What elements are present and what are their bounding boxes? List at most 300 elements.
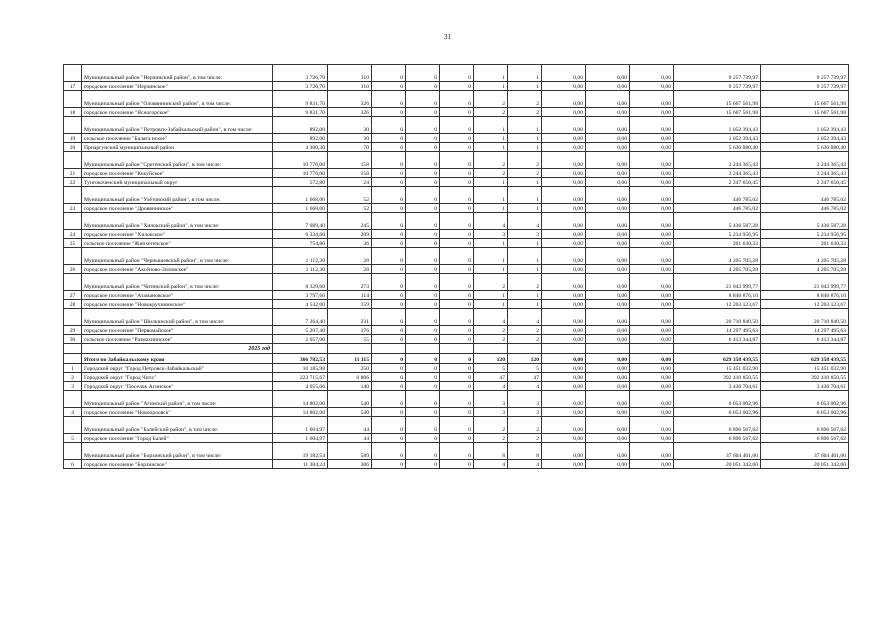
table-row [64,326,849,335]
value-col-5: 0 [440,443,474,460]
value-col-8: 0,00 [542,91,586,108]
value-col-9: 0,00 [586,391,630,408]
value-col-12: 629 358 439,55 [761,354,849,364]
value-col-8: 0,00 [542,382,586,391]
value-col-5: 0 [440,391,474,408]
value-col-12: 446 785,02 [761,187,849,204]
table-row [64,143,849,152]
row-number: 21 [64,169,82,178]
value-col-7: 1 [508,265,542,274]
value-col-3: 0 [372,335,406,344]
value-col-10: 0,00 [630,443,674,460]
value-col-4: 0 [406,169,440,178]
value-col-4: 0 [406,460,440,469]
table-row [64,274,849,291]
value-col-4: 0 [406,364,440,373]
value-col-7: 1 [508,65,542,82]
people-value: 326 [328,91,372,108]
row-number: 30 [64,335,82,344]
value-col-8: 0,00 [542,65,586,82]
value-col-5: 0 [440,152,474,169]
value-col-10: 0,00 [630,65,674,82]
value-col-12: 201 630,33 [761,239,849,248]
value-col-8: 0,00 [542,460,586,469]
value-col-10: 0,00 [630,108,674,117]
row-number [64,65,82,82]
row-number [64,354,82,364]
value-col-9: 0,00 [586,91,630,108]
value-col-8: 0,00 [542,248,586,265]
table-row [64,408,849,417]
value-col-3: 0 [372,117,406,134]
value-col-7: 4 [508,460,542,469]
value-col-7: 1 [508,204,542,213]
value-col-4: 0 [406,108,440,117]
row-number: 25 [64,239,82,248]
value-col-11: 4 205 705,28 [674,248,761,265]
value-col-12: 15 667 561,98 [761,91,849,108]
value-col-11: 3 244 365,43 [674,152,761,169]
value-col-10: 0,00 [630,169,674,178]
row-name: городское поселение "Первомайское" [82,326,273,335]
value-col-9: 0,00 [586,108,630,117]
value-col-6: 1 [474,291,508,300]
value-col-9: 0,00 [586,291,630,300]
area-value: 1 112,30 [273,265,328,274]
value-col-3: 0 [372,204,406,213]
value-col-3: 0 [372,178,406,187]
table-row [64,213,849,230]
row-name: городское поселение "Город Балей" [82,434,273,443]
value-col-9: 0,00 [586,373,630,382]
people-value: 24 [328,178,372,187]
row-name: Муниципальный район "Хилокский район", в том числе: [82,213,273,230]
value-col-4: 0 [406,248,440,265]
value-col-10: 0,00 [630,417,674,434]
value-col-4: 0 [406,91,440,108]
row-name: Муниципальный район "Улётовский район", в том числе: [82,187,273,204]
value-col-3: 0 [372,134,406,143]
value-col-10: 0,00 [630,248,674,265]
value-col-9: 0,00 [586,65,630,82]
value-col-12: 21 043 999,77 [761,274,849,291]
value-col-11: 15 667 561,98 [674,108,761,117]
value-col-9: 0,00 [586,204,630,213]
row-name: Муниципальный район "Агинский район", в том числе: [82,391,273,408]
value-col-9: 0,00 [586,434,630,443]
row-name: сельское поселение "Жипхегенское" [82,239,273,248]
value-col-7: 2 [508,417,542,434]
area-value: 3 726,70 [273,82,328,91]
value-col-10: 0,00 [630,300,674,309]
value-col-8: 0,00 [542,265,586,274]
table-row [64,134,849,143]
value-col-4: 0 [406,443,440,460]
value-col-4: 0 [406,354,440,364]
row-name: Муниципальный район "Нерчинский район", в том числе: [82,65,273,82]
value-col-4: 0 [406,408,440,417]
value-col-10: 0,00 [630,434,674,443]
area-value: 9 831,70 [273,91,328,108]
value-col-4: 0 [406,417,440,434]
value-col-8: 0,00 [542,239,586,248]
value-col-7: 3 [508,230,542,239]
row-number [64,248,82,265]
value-col-8: 0,00 [542,230,586,239]
value-col-12: 446 785,02 [761,204,849,213]
row-name: сельское поселение "Баляга нское" [82,134,273,143]
value-col-6: 2 [474,91,508,108]
value-col-11: 14 297 495,63 [674,326,761,335]
row-number [64,152,82,169]
value-col-9: 0,00 [586,178,630,187]
total-row [64,354,849,364]
people-value: 55 [328,335,372,344]
value-col-9: 0,00 [586,300,630,309]
value-col-10: 0,00 [630,230,674,239]
value-col-5: 0 [440,265,474,274]
value-col-7: 2 [508,434,542,443]
value-col-7: 3 [508,391,542,408]
value-col-10: 0,00 [630,460,674,469]
empty-cell [328,344,372,354]
value-col-6: 1 [474,265,508,274]
value-col-10: 0,00 [630,326,674,335]
value-col-9: 0,00 [586,274,630,291]
value-col-6: 1 [474,117,508,134]
value-col-6: 1 [474,65,508,82]
area-value: 4 300,30 [273,143,328,152]
empty-cell [761,344,849,354]
row-number: 23 [64,204,82,213]
row-name: Муниципальный район "Чернышевский район", в том числе: [82,248,273,265]
value-col-8: 0,00 [542,213,586,230]
people-value: 28 [328,265,372,274]
value-col-8: 0,00 [542,300,586,309]
value-col-3: 0 [372,354,406,364]
value-col-9: 0,00 [586,248,630,265]
area-value: 14 802,00 [273,408,328,417]
row-name: городское поселение "Борзинское" [82,460,273,469]
value-col-8: 0,00 [542,335,586,344]
area-value: 5 207,40 [273,326,328,335]
value-col-10: 0,00 [630,309,674,326]
value-col-3: 0 [372,91,406,108]
row-name: Городской округ "Город Чита" [82,373,273,382]
value-col-4: 0 [406,187,440,204]
value-col-3: 0 [372,382,406,391]
value-col-11: 6 896 567,62 [674,434,761,443]
value-col-6: 2 [474,417,508,434]
value-col-5: 0 [440,291,474,300]
value-col-6: 1 [474,248,508,265]
value-col-7: 2 [508,326,542,335]
value-col-3: 0 [372,239,406,248]
value-col-12: 8 840 876,10 [761,291,849,300]
value-col-8: 0,00 [542,309,586,326]
value-col-5: 0 [440,91,474,108]
value-col-4: 0 [406,300,440,309]
value-col-11: 5 234 956,95 [674,230,761,239]
table-row [64,300,849,309]
row-number [64,274,82,291]
value-col-6: 4 [474,309,508,326]
people-value: 250 [328,364,372,373]
value-col-4: 0 [406,178,440,187]
value-col-7: 1 [508,143,542,152]
row-number: 28 [64,300,82,309]
area-value: 366 782,53 [273,354,328,364]
value-col-5: 0 [440,239,474,248]
table-body [64,65,849,469]
area-value: 4 055,06 [273,382,328,391]
value-col-9: 0,00 [586,335,630,344]
people-value: 30 [328,134,372,143]
row-name: городское поселение "Ясногорское" [82,108,273,117]
table-row [64,117,849,134]
area-value: 11 304,24 [273,460,328,469]
value-col-11: 6 053 002,96 [674,391,761,408]
value-col-8: 0,00 [542,117,586,134]
area-value: 9 831,70 [273,108,328,117]
row-name: городское поселение "Новокручининское" [82,300,273,309]
row-name: городское поселение "Нерчинское" [82,82,273,91]
value-col-9: 0,00 [586,408,630,417]
value-col-3: 0 [372,152,406,169]
value-col-12: 392 410 850,55 [761,373,849,382]
value-col-4: 0 [406,309,440,326]
value-col-3: 0 [372,65,406,82]
people-value: 11 115 [328,354,372,364]
people-value: 209 [328,230,372,239]
value-col-12: 6 896 567,62 [761,434,849,443]
value-col-11: 20 710 840,50 [674,309,761,326]
empty-cell [508,344,542,354]
value-col-7: 5 [508,364,542,373]
value-col-6: 1 [474,143,508,152]
row-name: Приаргунский муниципальный район [82,143,273,152]
value-col-6: 2 [474,326,508,335]
value-col-5: 0 [440,117,474,134]
row-name: Муниципальный район "Читинский район", в том числе: [82,274,273,291]
value-col-4: 0 [406,65,440,82]
table-row [64,391,849,408]
area-value: 1 668,00 [273,187,328,204]
empty-cell [273,344,328,354]
value-col-8: 0,00 [542,354,586,364]
value-col-4: 0 [406,82,440,91]
row-name: Муниципальный район "Балейский район", в том числе: [82,417,273,434]
people-value: 28 [328,248,372,265]
table-row [64,434,849,443]
people-value: 159 [328,300,372,309]
area-value: 754,80 [273,239,328,248]
year-row [64,344,849,354]
value-col-8: 0,00 [542,408,586,417]
value-col-4: 0 [406,335,440,344]
value-col-6: 2 [474,274,508,291]
value-col-7: 2 [508,152,542,169]
value-col-10: 0,00 [630,354,674,364]
row-number: 29 [64,326,82,335]
value-col-12: 6 053 002,96 [761,408,849,417]
value-col-4: 0 [406,213,440,230]
value-col-9: 0,00 [586,460,630,469]
value-col-10: 0,00 [630,239,674,248]
value-col-11: 15 667 561,98 [674,91,761,108]
table-row [64,265,849,274]
table-row [64,364,849,373]
value-col-6: 1 [474,239,508,248]
value-col-5: 0 [440,434,474,443]
row-name: Городской округ "Поселок Агинское" [82,382,273,391]
value-col-8: 0,00 [542,274,586,291]
value-col-5: 0 [440,108,474,117]
value-col-7: 47 [508,373,542,382]
value-col-9: 0,00 [586,364,630,373]
value-col-7: 8 [508,443,542,460]
value-col-8: 0,00 [542,134,586,143]
row-number [64,309,82,326]
area-value: 8 329,60 [273,274,328,291]
value-col-5: 0 [440,169,474,178]
row-name: Городской округ "Город Петровск-Забайкальский" [82,364,273,373]
value-col-11: 2 247 650,45 [674,178,761,187]
table-row [64,91,849,108]
row-number: 27 [64,291,82,300]
value-col-3: 0 [372,434,406,443]
value-col-11: 446 785,02 [674,204,761,213]
value-col-7: 2 [508,169,542,178]
value-col-4: 0 [406,391,440,408]
empty-cell [372,344,406,354]
value-col-12: 12 203 123,67 [761,300,849,309]
row-number [64,443,82,460]
value-col-6: 8 [474,443,508,460]
value-col-6: 4 [474,382,508,391]
row-number: 4 [64,408,82,417]
value-col-10: 0,00 [630,408,674,417]
row-name: городское поселение "Новоорловск" [82,408,273,417]
value-col-12: 5 436 587,28 [761,213,849,230]
value-col-12: 20 051 342,00 [761,460,849,469]
empty-cell [474,344,508,354]
table-row [64,178,849,187]
value-col-9: 0,00 [586,143,630,152]
value-col-8: 0,00 [542,391,586,408]
value-col-9: 0,00 [586,417,630,434]
area-value: 10 776,00 [273,152,328,169]
value-col-12: 3 244 365,43 [761,152,849,169]
row-name: Муниципальный район "Петровск-Забайкальский район", в том числе: [82,117,273,134]
people-value: 44 [328,417,372,434]
value-col-3: 0 [372,248,406,265]
value-col-12: 5 234 956,95 [761,230,849,239]
value-col-4: 0 [406,134,440,143]
people-value: 158 [328,169,372,178]
area-value: 4 532,00 [273,300,328,309]
value-col-3: 0 [372,364,406,373]
area-value: 10 185,98 [273,364,328,373]
area-value: 7 089,40 [273,213,328,230]
area-value: 892,00 [273,117,328,134]
value-col-12: 37 604 401,00 [761,443,849,460]
value-col-11: 12 203 123,67 [674,300,761,309]
row-number: 3 [64,382,82,391]
value-col-11: 629 358 439,55 [674,354,761,364]
value-col-5: 0 [440,134,474,143]
table-row [64,417,849,434]
area-value: 1 604,97 [273,417,328,434]
value-col-10: 0,00 [630,391,674,408]
table-row [64,239,849,248]
people-value: 273 [328,274,372,291]
value-col-4: 0 [406,117,440,134]
value-col-12: 1 052 394,43 [761,134,849,143]
value-col-4: 0 [406,434,440,443]
table-row [64,460,849,469]
value-col-8: 0,00 [542,326,586,335]
row-name: городское поселение "Дровянинское" [82,204,273,213]
value-col-8: 0,00 [542,364,586,373]
people-value: 52 [328,204,372,213]
area-value: 572,80 [273,178,328,187]
row-name: городское поселение "Кокуйское" [82,169,273,178]
table-row [64,169,849,178]
value-col-8: 0,00 [542,373,586,382]
value-col-4: 0 [406,143,440,152]
table-row [64,443,849,460]
row-number: 1 [64,364,82,373]
area-value: 892,00 [273,134,328,143]
value-col-7: 1 [508,134,542,143]
value-col-12: 20 710 840,50 [761,309,849,326]
row-name: Муниципальный район "Шилкинский район", в том числе: [82,309,273,326]
value-col-6: 1 [474,300,508,309]
value-col-11: 9 257 739,97 [674,82,761,91]
value-col-3: 0 [372,300,406,309]
page-number: 31 [444,33,451,41]
year-label: 2025 год [82,344,273,354]
value-col-7: 1 [508,239,542,248]
row-number: 6 [64,460,82,469]
area-value: 19 182,54 [273,443,328,460]
value-col-3: 0 [372,108,406,117]
value-col-12: 15 667 561,98 [761,108,849,117]
row-number: 26 [64,265,82,274]
value-col-5: 0 [440,417,474,434]
value-col-11: 1 052 394,43 [674,134,761,143]
table-row [64,82,849,91]
value-col-10: 0,00 [630,91,674,108]
value-col-6: 3 [474,230,508,239]
row-number: 22 [64,178,82,187]
table-row [64,291,849,300]
value-col-9: 0,00 [586,326,630,335]
value-col-3: 0 [372,373,406,382]
value-col-7: 2 [508,335,542,344]
value-col-8: 0,00 [542,204,586,213]
value-col-5: 0 [440,274,474,291]
value-col-3: 0 [372,417,406,434]
area-value: 3 726,70 [273,65,328,82]
value-col-5: 0 [440,354,474,364]
value-col-8: 0,00 [542,417,586,434]
value-col-11: 446 785,02 [674,187,761,204]
value-col-10: 0,00 [630,152,674,169]
value-col-3: 0 [372,82,406,91]
row-number: 5 [64,434,82,443]
